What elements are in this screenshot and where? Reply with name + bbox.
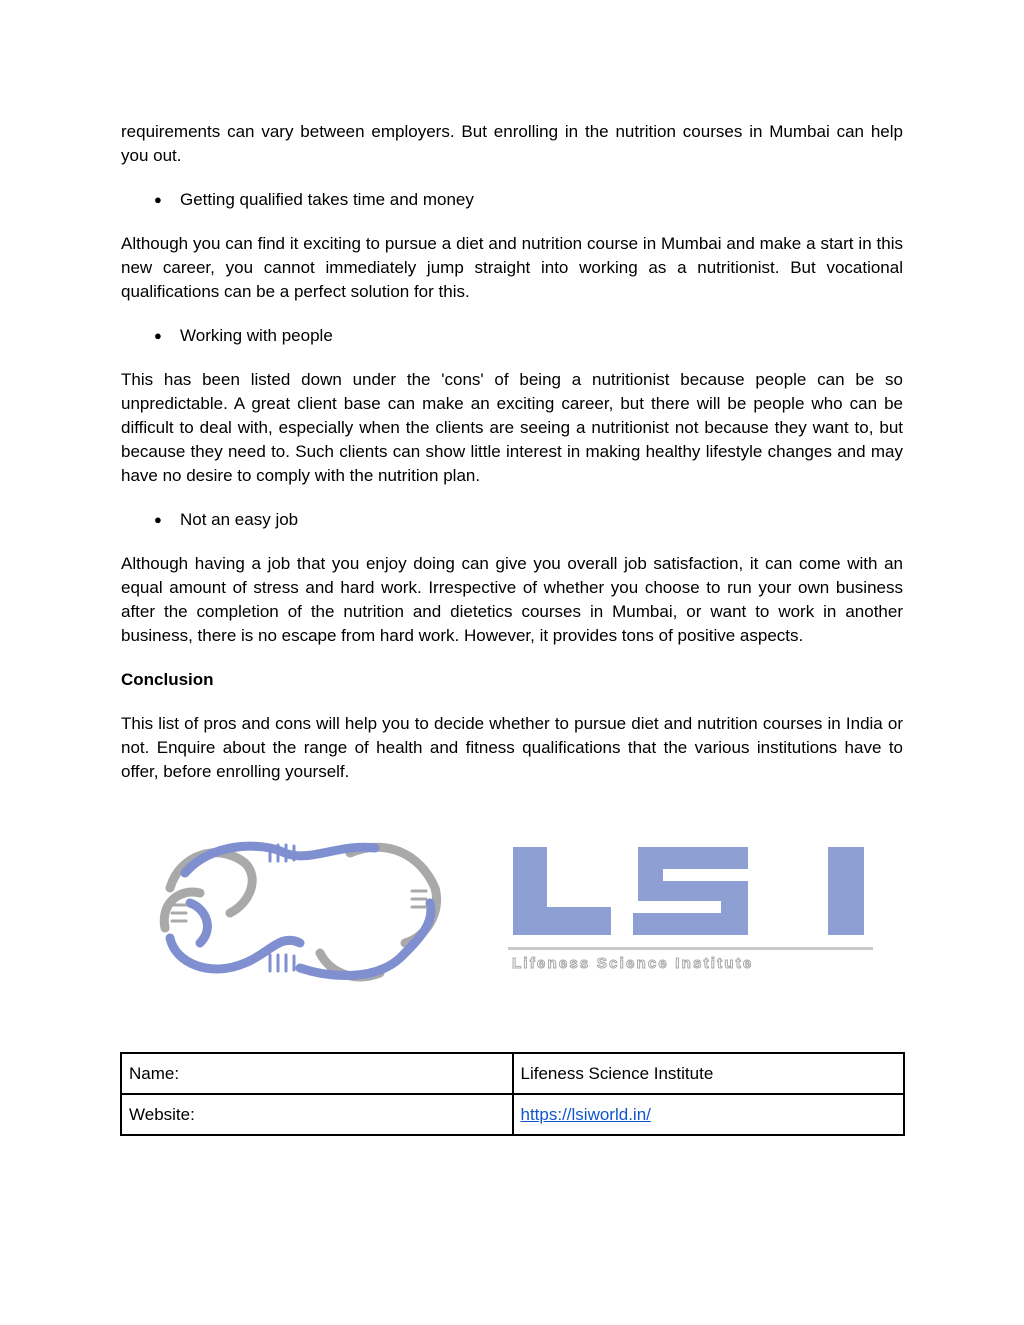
intro-paragraph: requirements can vary between employers. But enrolling in the nutrition courses in Mumbai can help you out. — [121, 122, 903, 165]
bullet-text: Not an easy job — [180, 510, 299, 529]
lsi-subtitle: Lifeness Science Institute — [512, 955, 754, 972]
bullet-icon: ● — [154, 192, 162, 207]
lsi-logo — [150, 833, 880, 983]
paragraph-conclusion: This list of pros and cons will help you to decide whether to pursue diet and nutrition courses in India or not. Enquire about the range of health and fitness qualifications that the various institutions have to offer, before enrolling yourself. — [121, 714, 903, 781]
table-row — [121, 1053, 904, 1094]
document-body — [121, 120, 903, 784]
bullet-icon: ● — [154, 512, 162, 527]
paragraph-hard-work: Although having a job that you enjoy doing can give you overall job satisfaction, it can come with an equal amount of stress and hard work. Irrespective of whether you choose to run your own business after the completion of the nutrition and dietetics courses in Mumbai, or want to work in another business, there is no escape from hard work. However, it provides tons of positive aspects. — [121, 554, 903, 645]
table-row — [121, 1094, 904, 1135]
lsi-letters — [513, 845, 868, 937]
conclusion-heading: Conclusion — [121, 670, 214, 689]
bullet-text: Getting qualified takes time and money — [180, 190, 474, 209]
bullet-item — [121, 188, 903, 212]
name-label: Name: — [121, 1053, 513, 1094]
info-table — [120, 1052, 905, 1136]
lsi-divider — [508, 947, 873, 950]
website-label: Website: — [121, 1094, 513, 1135]
website-cell — [513, 1094, 905, 1135]
dna-ring-icon — [150, 833, 450, 983]
bullet-icon: ● — [154, 328, 162, 343]
bullet-item — [121, 324, 903, 348]
lsi-wordmark — [508, 845, 873, 975]
paragraph-people: This has been listed down under the 'cons' of being a nutritionist because people can be so unpredictable. A great client base can make an exciting career, but there will be people who can be difficult to deal with, especially when the clients are seeing a nutritionist not because they want to, but because they need to. Such clients can show little interest in making healthy lifestyle changes and may have no desire to comply with the nutrition plan. — [121, 370, 903, 485]
bullet-item — [121, 508, 903, 532]
name-value: Lifeness Science Institute — [513, 1053, 905, 1094]
website-link[interactable]: https://lsiworld.in/ — [520, 1104, 651, 1124]
bullet-text: Working with people — [180, 326, 333, 345]
paragraph-qualification: Although you can find it exciting to pursue a diet and nutrition course in Mumbai and make a start in this new career, you cannot immediately jump straight into working as a nutritionist. But vocational qualifications can be a perfect solution for this. — [121, 234, 903, 301]
